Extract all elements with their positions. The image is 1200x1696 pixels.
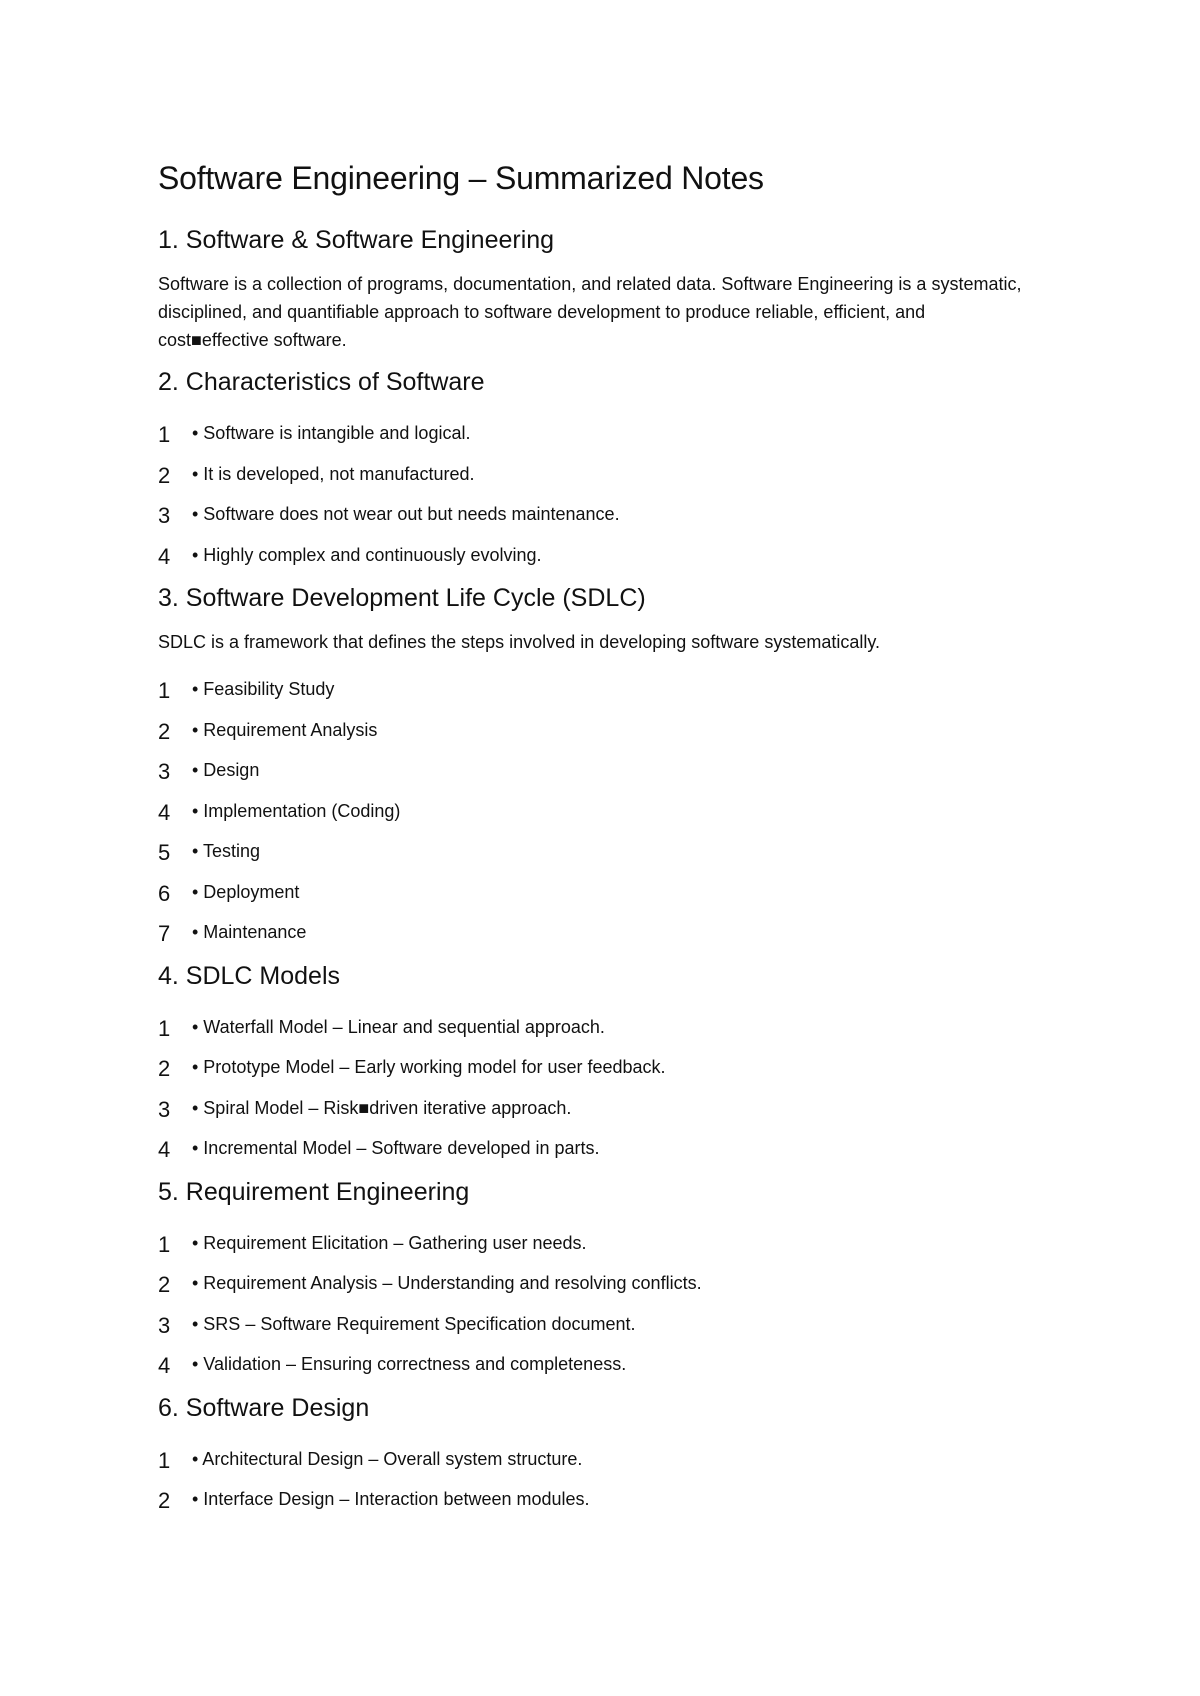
section (158, 960, 1038, 1168)
section (158, 1176, 1038, 1384)
list-item (158, 1127, 1038, 1168)
numbered-list (158, 1222, 1038, 1384)
list-item (158, 871, 1038, 912)
list-item-number: 3 (158, 759, 171, 784)
list-item-number: 1 (158, 1447, 171, 1473)
section-heading: 1. Software & Software Engineering (158, 226, 555, 254)
list-item (158, 412, 1038, 453)
list-item-number: 1 (158, 678, 171, 703)
list-item-text: • SRS – Software Requirement Specification document. (192, 1313, 636, 1334)
list-item-number: 4 (158, 543, 171, 569)
list-item-text: • Waterfall Model – Linear and sequential approach. (192, 1016, 605, 1037)
list-item-text: • It is developed, not manufactured. (192, 463, 475, 484)
list-item-number: 2 (158, 1056, 171, 1081)
section-paragraph: SDLC is a framework that defines the steps involved in developing software systematically. (158, 632, 881, 652)
document-title: Software Engineering – Summarized Notes (158, 160, 764, 196)
list-item-text: • Validation – Ensuring correctness and completeness. (192, 1354, 627, 1374)
list-item-text: • Architectural Design – Overall system structure. (192, 1448, 583, 1469)
list-item-text: • Testing (192, 841, 261, 861)
section (158, 582, 1038, 952)
list-item-text: • Highly complex and continuously evolving. (192, 544, 542, 565)
list-item-number: 3 (158, 1312, 171, 1338)
list-item (158, 749, 1038, 790)
section (158, 366, 1038, 574)
list-item-number: 4 (158, 1137, 171, 1162)
section-heading: 6. Software Design (158, 1393, 370, 1422)
list-item (158, 911, 1038, 952)
list-item (158, 709, 1038, 750)
list-item (158, 1006, 1038, 1047)
list-item-number: 4 (158, 1353, 171, 1378)
list-item-number: 2 (158, 462, 171, 488)
list-item (158, 1343, 1038, 1384)
list-item (158, 830, 1038, 871)
list-item-number: 1 (158, 422, 171, 447)
list-item (158, 1303, 1038, 1344)
list-item-number: 6 (158, 880, 171, 906)
list-item-text: • Maintenance (192, 922, 307, 942)
numbered-list (158, 1006, 1038, 1168)
list-item (158, 534, 1038, 575)
section-heading: 2. Characteristics of Software (158, 368, 485, 396)
list-item (158, 1262, 1038, 1303)
sections-container (158, 224, 1038, 1519)
list-item-text: • Design (192, 760, 260, 780)
list-item (158, 1478, 1038, 1519)
list-item (158, 453, 1038, 494)
section (158, 1392, 1038, 1519)
list-item-text: • Spiral Model – Risk■driven iterative approach. (192, 1097, 572, 1118)
document-body (158, 158, 1038, 1527)
list-item-text: • Deployment (192, 881, 300, 902)
list-item-text: • Requirement Analysis (192, 719, 378, 740)
list-item-text: • Feasibility Study (192, 679, 335, 699)
list-item (158, 493, 1038, 534)
list-item-number: 7 (158, 921, 171, 946)
section-heading: 4. SDLC Models (158, 961, 341, 990)
list-item-number: 3 (158, 503, 171, 528)
numbered-list (158, 1438, 1038, 1519)
list-item-text: • Software is intangible and logical. (192, 423, 471, 443)
list-item (158, 1438, 1038, 1479)
list-item (158, 1046, 1038, 1087)
section (158, 224, 1038, 354)
list-item-text: • Implementation (Coding) (192, 800, 401, 821)
list-item-number: 2 (158, 718, 171, 744)
list-item-number: 1 (158, 1015, 171, 1041)
list-item-text: • Software does not wear out but needs maintenance. (192, 504, 620, 524)
list-item-number: 4 (158, 799, 171, 825)
list-item-number: 1 (158, 1231, 171, 1257)
list-item-number: 3 (158, 1096, 171, 1122)
list-item-text: • Requirement Elicitation – Gathering user needs. (192, 1232, 587, 1253)
numbered-list (158, 412, 1038, 574)
list-item-text: • Prototype Model – Early working model for user feedback. (192, 1057, 666, 1077)
list-item-number: 2 (158, 1272, 171, 1297)
section-heading: 5. Requirement Engineering (158, 1177, 470, 1206)
list-item-number: 5 (158, 840, 171, 865)
list-item-text: • Requirement Analysis – Understanding and resolving conflicts. (192, 1273, 702, 1293)
section-heading: 3. Software Development Life Cycle (SDLC) (158, 584, 646, 612)
list-item (158, 1087, 1038, 1128)
list-item (158, 1222, 1038, 1263)
list-item-text: • Incremental Model – Software developed in parts. (192, 1138, 600, 1158)
section-paragraph: Software is a collection of programs, documentation, and related data. Software Engineering is a systematic, disciplined, and quantifiable approach to software development to produce reliable, efficient, and cost■effective software. (158, 274, 1022, 350)
list-item (158, 668, 1038, 709)
list-item (158, 790, 1038, 831)
numbered-list (158, 668, 1038, 952)
list-item-number: 2 (158, 1488, 171, 1513)
list-item-text: • Interface Design – Interaction between modules. (192, 1489, 590, 1509)
